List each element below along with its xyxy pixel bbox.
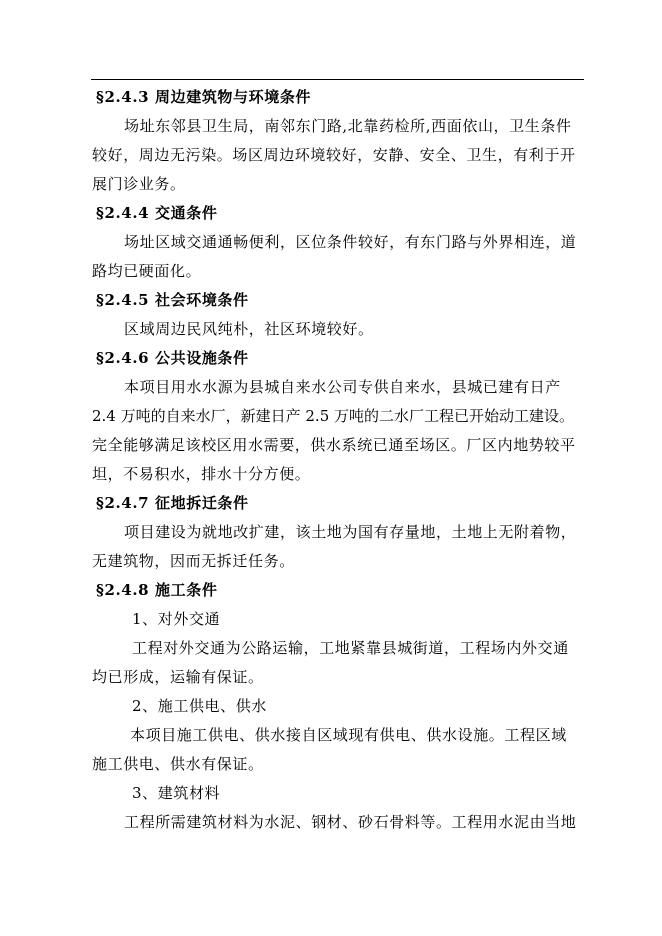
section-heading-2-4-4: §2.4.4 交通条件 bbox=[96, 204, 218, 222]
paragraph-line: 工程对外交通为公路运输，工地紧靠县城街道，工程场内外交通 bbox=[132, 639, 569, 657]
paragraph-line: 完全能够满足该校区用水需要，供水系统已通至场区。厂区内地势较平 bbox=[92, 436, 576, 454]
paragraph-line: 无建筑物，因而无拆迁任务。 bbox=[92, 552, 295, 570]
section-heading-2-4-5: §2.4.5 社会环境条件 bbox=[96, 291, 249, 309]
subsection-title: 2、施工供电、供水 bbox=[132, 697, 267, 715]
paragraph-line: 展门诊业务。 bbox=[92, 175, 186, 193]
paragraph-line: 场址东邻县卫生局，南邻东门路,北靠药检所,西面依山，卫生条件 bbox=[124, 117, 572, 135]
paragraph-line: 较好，周边无污染。场区周边环境较好，安静、安全、卫生，有利于开 bbox=[92, 146, 576, 164]
paragraph-line: 区域周边民风纯朴，社区环境较好。 bbox=[124, 320, 374, 338]
section-heading-2-4-3: §2.4.3 周边建筑物与环境条件 bbox=[96, 88, 312, 106]
paragraph-line: 2.4 万吨的自来水厂，新建日产 2.5 万吨的二水厂工程已开始动工建设。 bbox=[92, 407, 575, 425]
paragraph-line: 均已形成，运输有保证。 bbox=[92, 668, 264, 686]
paragraph-line: 路均已硬面化。 bbox=[92, 262, 202, 280]
paragraph-line: 项目建设为就地改扩建，该土地为国有存量地，土地上无附着物， bbox=[124, 523, 577, 541]
paragraph-line: 工程所需建筑材料为水泥、钢材、砂石骨料等。工程用水泥由当地 bbox=[124, 813, 577, 831]
section-heading-2-4-7: §2.4.7 征地拆迁条件 bbox=[96, 494, 249, 512]
subsection-title: 3、建筑材料 bbox=[132, 784, 221, 802]
header-rule bbox=[91, 79, 584, 80]
paragraph-line: 场址区域交通通畅便利，区位条件较好，有东门路与外界相连，道 bbox=[124, 233, 577, 251]
paragraph-line: 施工供电、供水有保证。 bbox=[92, 755, 264, 773]
paragraph-line: 本项目用水水源为县城自来水公司专供自来水，县城已建有日产 bbox=[124, 378, 561, 396]
paragraph-line: 坦，不易积水，排水十分方便。 bbox=[92, 465, 311, 483]
subsection-title: 1、对外交通 bbox=[132, 610, 221, 628]
section-heading-2-4-8: §2.4.8 施工条件 bbox=[96, 581, 218, 599]
paragraph-line: 本项目施工供电、供水接自区域现有供电、供水设施。工程区域 bbox=[130, 726, 567, 744]
section-heading-2-4-6: §2.4.6 公共设施条件 bbox=[96, 349, 249, 367]
